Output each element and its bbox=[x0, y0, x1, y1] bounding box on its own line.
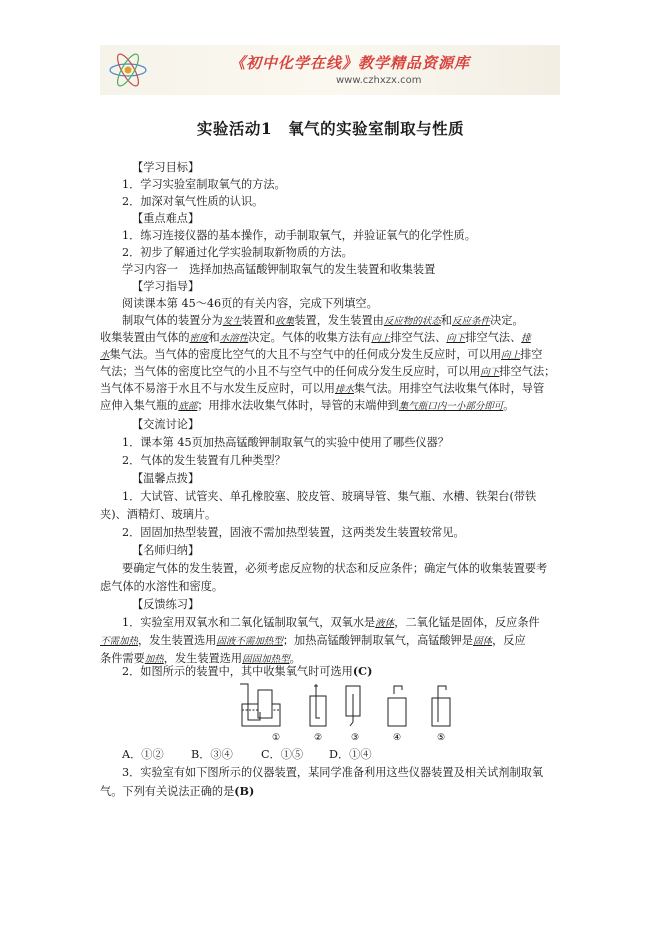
summary-text: 虑气体的水溶性和密度。 bbox=[100, 580, 224, 593]
goal-item: 2．加深对氧气性质的认识。 bbox=[122, 195, 264, 208]
option-c: C．①⑤ bbox=[261, 748, 304, 761]
keypoints-heading: 【重点难点】 bbox=[132, 212, 200, 225]
discussion-question: 2．气体的发生装置有几种类型？ bbox=[122, 454, 286, 467]
figure-label: ④ bbox=[392, 733, 402, 743]
guide-line: 气法；当气体的密度比空气的小且不与空气中的任何成分发生反应时，可以用向下排空气法； bbox=[100, 365, 556, 378]
answer-blank: 向上 bbox=[371, 333, 391, 344]
practice-line: 条件需要加热，发生装置选用固固加热型。 bbox=[100, 652, 301, 665]
goals-heading: 【学习目标】 bbox=[132, 161, 200, 174]
option-b: B．③④ bbox=[191, 748, 233, 761]
answer-blank: 密度 bbox=[189, 333, 209, 344]
apparatus-4-bottle-short-tube bbox=[388, 686, 406, 726]
answer-blank: 收集 bbox=[275, 316, 295, 327]
figure-label: ③ bbox=[350, 733, 360, 743]
summary-heading: 【名师归纳】 bbox=[132, 544, 200, 557]
answer-blank: 固液不需加热型 bbox=[216, 636, 283, 647]
answer-blank: 加热 bbox=[144, 654, 164, 665]
keypoint-item: 2．初步了解通过化学实验制取新物质的方法。 bbox=[122, 246, 353, 259]
practice-line: 1．实验室用双氧水和二氧化锰制取氧气，双氧水是液体，二氧化锰是固体，反应条件 bbox=[122, 616, 540, 629]
discussion-question: 1．课本第 45页加热高锰酸钾制取氧气的实验中使用了哪些仪器？ bbox=[122, 436, 449, 449]
hints-heading: 【温馨点拨】 bbox=[132, 472, 200, 485]
answer-blank: 不需加热 bbox=[100, 636, 139, 647]
figure-label: ① bbox=[271, 733, 281, 743]
answer-blank: 反应物的状态 bbox=[383, 316, 441, 327]
guide-line: 水集气法。当气体的密度比空气的大且不与空气中的任何成分发生反应时，可以用向上排空 bbox=[100, 348, 543, 361]
practice-heading: 【反馈练习】 bbox=[132, 598, 200, 611]
practice-question: 3．实验室有如下图所示的仪器装置，某同学准备利用这些仪器装置及相关试剂制取氧 bbox=[122, 766, 544, 779]
answer-blank: 底部 bbox=[178, 401, 198, 412]
keypoint-item: 1．练习连接仪器的基本操作，动手制取氧气，并验证氧气的化学性质。 bbox=[122, 229, 476, 242]
question-answer: (B) bbox=[234, 784, 255, 798]
practice-question: 气。下列有关说法正确的是(B) bbox=[100, 784, 255, 798]
answer-blank: 向上 bbox=[501, 350, 521, 361]
answer-blank: 固固加热型 bbox=[242, 654, 290, 665]
question-answer: (C) bbox=[352, 664, 373, 678]
guide-line: 应伸入集气瓶的底部；用排水法收集气体时，导管的末端伸到集气瓶口内一小部分即可。 bbox=[100, 399, 515, 412]
hint-item: 2．固固加热型装置，固液不需加热型装置，这两类发生装置较常见。 bbox=[122, 526, 465, 539]
answer-blank: 反应条件 bbox=[452, 316, 491, 327]
apparatus-3-inverted-bottle bbox=[346, 686, 360, 726]
answer-blank: 排 bbox=[521, 333, 531, 344]
answer-blank: 固体 bbox=[473, 636, 493, 647]
discussion-heading: 【交流讨论】 bbox=[132, 418, 200, 431]
hint-item: 1．大试管、试管夹、单孔橡胶塞、胶皮管、玻璃导管、集气瓶、水槽、铁架台(带铁 bbox=[122, 490, 537, 503]
summary-text: 要确定气体的发生装置，必须考虑反应物的状态和反应条件；确定气体的收集装置要考 bbox=[122, 562, 548, 575]
answer-blank: 液体 bbox=[375, 618, 395, 629]
answer-blank: 水 bbox=[100, 350, 110, 361]
apparatus-1-water-trough bbox=[240, 684, 280, 726]
page-title: 实验活动1 氧气的实验室制取与性质 bbox=[196, 119, 465, 138]
guide-line: 当气体不易溶于水且不与水发生反应时，可以用排水集气法。用排空气法收集气体时，导管 bbox=[100, 382, 545, 395]
answer-blank: 排水 bbox=[334, 384, 354, 395]
banner-title: 《初中化学在线》教学精品资源库 bbox=[230, 54, 471, 72]
guide-line: 制取气体的装置分为发生装置和收集装置，发生装置由反应物的状态和反应条件决定。 bbox=[122, 314, 524, 327]
figure-label: ② bbox=[313, 733, 323, 743]
answer-blank: 向下 bbox=[446, 333, 466, 344]
answer-blank: 向下 bbox=[480, 367, 500, 378]
content-section-label: 学习内容一 选择加热高锰酸钾制取氧气的发生装置和收集装置 bbox=[122, 263, 436, 276]
banner-url: www.czhxzx.com bbox=[336, 75, 422, 86]
practice-line: 不需加热，发生装置选用固液不需加热型；加热高锰酸钾制取氧气，高锰酸钾是固体，反应 bbox=[100, 634, 526, 647]
answer-blank: 集气瓶口内一小部分即可 bbox=[398, 401, 504, 412]
hint-item: 夹)、酒精灯、玻璃片。 bbox=[100, 508, 217, 521]
guide-heading: 【学习指导】 bbox=[132, 280, 200, 293]
guide-paragraph: 阅读课本第 45～46页的有关内容，完成下列填空。 bbox=[122, 297, 378, 310]
option-a: A．①② bbox=[122, 748, 164, 761]
gas-collection-apparatus-figure bbox=[238, 682, 466, 744]
apparatus-2-upright-bottle bbox=[310, 684, 326, 726]
answer-blank: 水溶性 bbox=[219, 333, 249, 344]
practice-question: 2．如图所示的装置中，其中收集氧气时可选用(C) bbox=[122, 664, 373, 678]
answer-blank: 发生 bbox=[222, 316, 242, 327]
goal-item: 1．学习实验室制取氧气的方法。 bbox=[122, 178, 286, 191]
option-d: D．①④ bbox=[329, 748, 372, 761]
figure-label: ⑤ bbox=[436, 733, 446, 743]
apparatus-5-bottle-long-tube bbox=[432, 686, 450, 726]
guide-line: 收集装置由气体的密度和水溶性决定。气体的收集方法有向上排空气法、向下排空气法、排 bbox=[100, 331, 531, 344]
